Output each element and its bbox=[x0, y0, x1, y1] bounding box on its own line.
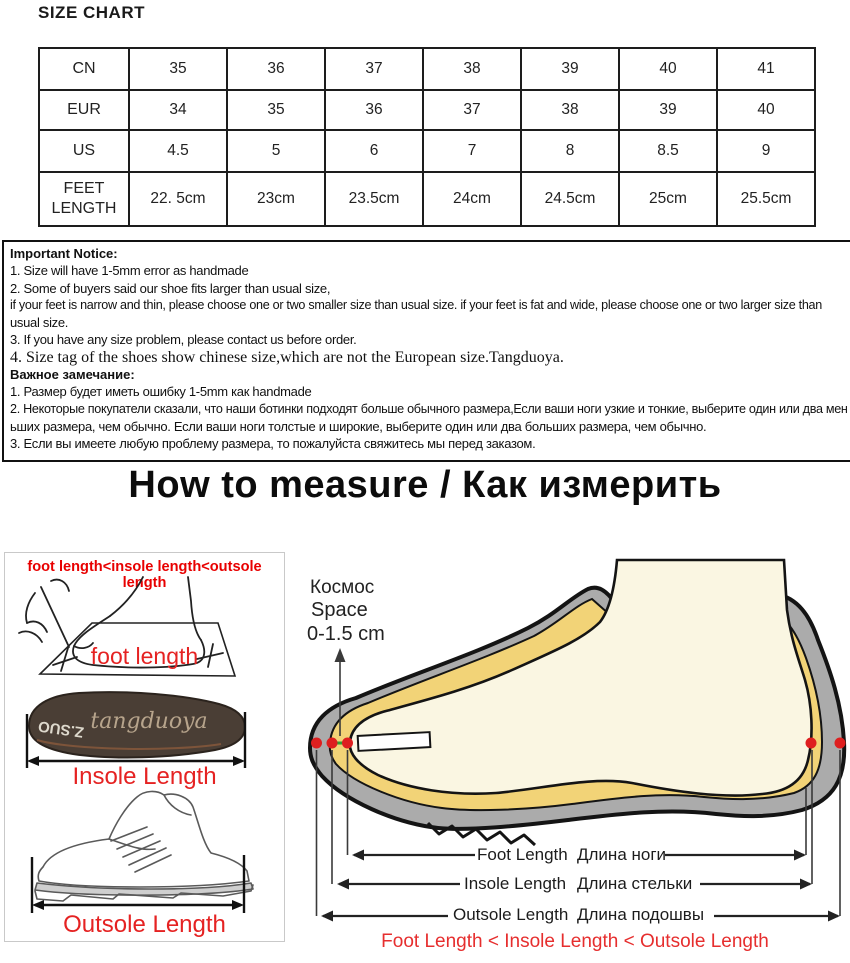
page-title: SIZE CHART bbox=[38, 3, 145, 22]
measure-label-outsole-ru: Длина подошвы bbox=[577, 905, 705, 924]
size-cell: 24cm bbox=[423, 172, 521, 226]
size-cell: 35 bbox=[129, 48, 227, 90]
row-label: FEET LENGTH bbox=[39, 172, 129, 226]
size-cell: 35 bbox=[227, 90, 325, 130]
size-cell: 36 bbox=[227, 48, 325, 90]
measure-label-outsole-en: Outsole Length bbox=[453, 905, 569, 924]
notice-line: ьших размера, чем обычно. Если ваши ноги толстые и широкие, выберите один или два больших размера, чем обычно. bbox=[10, 418, 707, 434]
notice-line: if your feet is narrow and thin, please choose one or two smaller size than usual size. if your feet is fat and wide, please choose one or two larger size than bbox=[10, 297, 822, 312]
size-cell: 9 bbox=[717, 130, 815, 172]
space-label-en: Space bbox=[311, 599, 368, 621]
space-label-ru: Космос bbox=[310, 577, 375, 598]
size-cell: 6 bbox=[325, 130, 423, 172]
space-value: 0-1.5 cm bbox=[307, 623, 385, 645]
measurement-guide-panel bbox=[4, 552, 285, 942]
size-cell: 40 bbox=[619, 48, 717, 90]
size-cell: 7 bbox=[423, 130, 521, 172]
size-cell: 25.5cm bbox=[717, 172, 815, 226]
size-cell: 39 bbox=[619, 90, 717, 130]
notice-line: 3. If you have any size problem, please contact us before order. bbox=[10, 332, 357, 348]
size-cell: 25cm bbox=[619, 172, 717, 226]
size-row-us bbox=[39, 130, 815, 172]
shoe-cross-section-diagram bbox=[300, 552, 850, 963]
notice-line: 2. Some of buyers said our shoe fits larger than usual size, bbox=[10, 280, 331, 296]
shoe-cross-section-svg bbox=[300, 552, 850, 942]
foot-tracing-illustration bbox=[11, 575, 277, 687]
toe-gap-marker bbox=[358, 732, 431, 751]
measure-label-foot-ru: Длина ноги bbox=[577, 845, 667, 864]
size-cell: 37 bbox=[423, 90, 521, 130]
notice-line: usual size. bbox=[10, 315, 69, 331]
measure-label-insole-en: Insole Length bbox=[464, 874, 567, 893]
insole-brand-text: Z.SUO bbox=[37, 717, 85, 741]
size-cell: 23.5cm bbox=[325, 172, 423, 226]
notice-line: 1. Размер будет иметь ошибку 1-5mm как handmade bbox=[10, 384, 312, 400]
size-row-cn bbox=[39, 48, 815, 90]
size-cell: 4.5 bbox=[129, 130, 227, 172]
size-cell: 39 bbox=[521, 48, 619, 90]
notice-line: Important Notice: bbox=[10, 246, 118, 261]
row-label: US bbox=[39, 130, 129, 172]
size-cell: 37 bbox=[325, 48, 423, 90]
boot-illustration bbox=[23, 787, 267, 919]
measure-label-insole-ru: Длина стельки bbox=[577, 874, 693, 893]
size-cell: 38 bbox=[423, 48, 521, 90]
outsole-length-label: Outsole Length bbox=[63, 911, 226, 938]
size-cell: 41 bbox=[717, 48, 815, 90]
row-label: EUR bbox=[39, 90, 129, 130]
size-cell: 40 bbox=[717, 90, 815, 130]
row-label: CN bbox=[39, 48, 129, 90]
size-cell: 38 bbox=[521, 90, 619, 130]
notice-line: 3. Если вы имеете любую проблему размера, то пожалуйста свяжитесь мы перед заказом. bbox=[10, 436, 536, 452]
size-cell: 8.5 bbox=[619, 130, 717, 172]
size-cell: 24.5cm bbox=[521, 172, 619, 226]
size-cell: 36 bbox=[325, 90, 423, 130]
size-cell: 8 bbox=[521, 130, 619, 172]
size-cell: 34 bbox=[129, 90, 227, 130]
length-rule-text: foot length<insole length<outsole length bbox=[27, 559, 262, 591]
notice-line: 2. Некоторые покупатели сказали, что наши ботинки подходят больше обычного размера,Если ваши ноги узкие и тонкие, выберите один или два мен bbox=[10, 401, 848, 416]
insole-length-label: Insole Length bbox=[72, 763, 217, 790]
size-cell: 5 bbox=[227, 130, 325, 172]
notice-line: Важное замечание: bbox=[10, 367, 135, 383]
how-to-measure-heading: How to measure / Как измерить bbox=[128, 464, 722, 506]
length-rule-footer: Foot Length < Insole Length < Outsole Length bbox=[381, 931, 769, 952]
size-row-feet-length bbox=[39, 172, 815, 226]
insole-photo-illustration bbox=[21, 688, 267, 774]
notice-line: 4. Size tag of the shoes show chinese size,which are not the European size.Tangduoya. bbox=[10, 348, 564, 366]
notice-box bbox=[2, 240, 850, 462]
foot-length-label: foot length bbox=[90, 643, 199, 669]
insole-watermark-text: tangduoya bbox=[90, 709, 208, 734]
measure-label-foot-en: Foot Length bbox=[477, 845, 568, 864]
size-table bbox=[38, 47, 816, 227]
notice-line: 1. Size will have 1-5mm error as handmade bbox=[10, 263, 249, 279]
size-cell: 23cm bbox=[227, 172, 325, 226]
size-row-eur bbox=[39, 90, 815, 130]
size-cell: 22. 5cm bbox=[129, 172, 227, 226]
